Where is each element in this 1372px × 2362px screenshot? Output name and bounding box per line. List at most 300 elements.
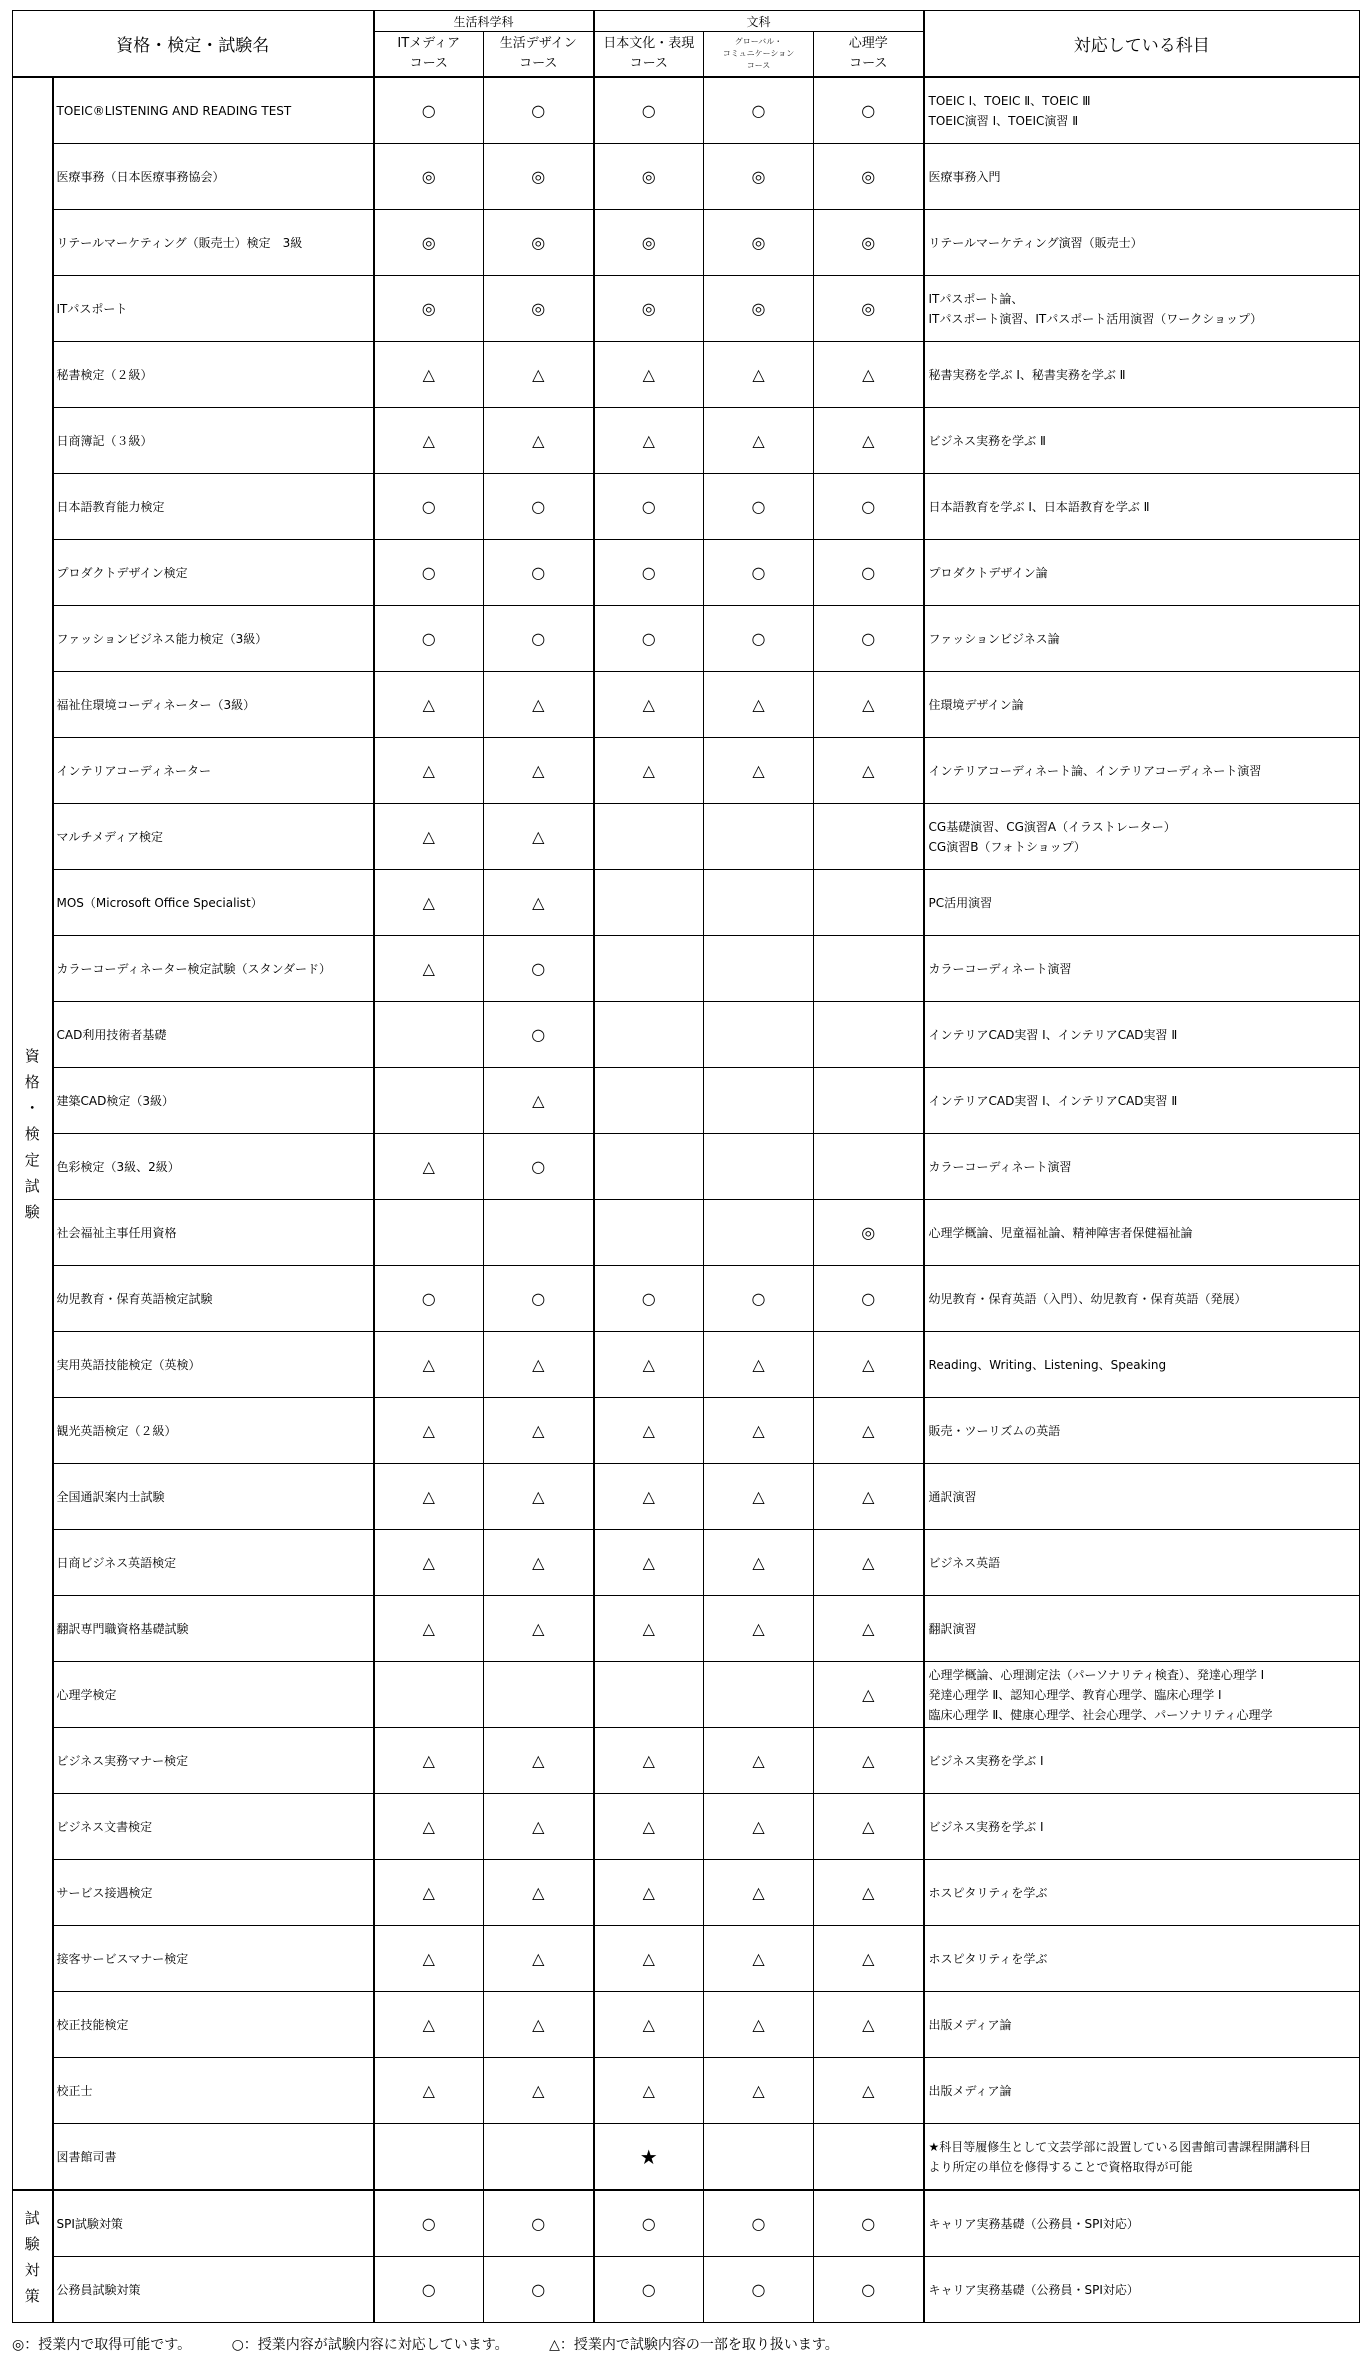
subject-line: 通訳演習 [928,1489,977,1504]
mark-cell: △ [484,1398,594,1464]
mark-cell: △ [704,1596,814,1662]
mark-cell: ○ [374,2190,484,2257]
subject-line: インテリアCAD実習 Ⅰ、インテリアCAD実習 Ⅱ [928,1093,1178,1108]
mark-cell: △ [374,738,484,804]
table-row [13,144,1360,210]
subject-cell [924,1662,1360,1728]
table-row [13,1068,1360,1134]
mark-cell: △ [374,1794,484,1860]
course-header-line: コース [849,56,888,71]
mark-cell: ◎ [814,144,924,210]
subject-line: 日本語教育を学ぶ Ⅰ、日本語教育を学ぶ Ⅱ [928,499,1150,514]
mark-cell: △ [704,1860,814,1926]
table-row [13,77,1360,144]
mark-cell: △ [484,408,594,474]
mark-cell: ○ [484,936,594,1002]
subject-line: リテールマーケティング演習（販売士） [928,235,1143,250]
subject-cell [924,1596,1360,1662]
mark-cell: △ [484,672,594,738]
category-exam-prep [13,2190,53,2323]
qualification-name: マルチメディア検定 [53,804,374,870]
mark-cell [704,870,814,936]
mark-cell: ◎ [814,1200,924,1266]
mark-cell: ○ [484,2190,594,2257]
subject-line: ホスピタリティを学ぶ [928,1951,1048,1966]
mark-cell: ◎ [594,144,704,210]
qualification-name: 校正技能検定 [53,1992,374,2058]
subject-line: 医療事務入門 [928,169,1001,184]
mark-cell: ★ [594,2124,704,2191]
mark-cell: △ [594,1530,704,1596]
qualification-name: 観光英語検定（２級） [53,1398,374,1464]
mark-cell: △ [594,1926,704,1992]
subject-line: PC活用演習 [928,895,993,910]
subject-line: ITパスポート論、 [928,291,1024,306]
mark-cell: ○ [594,540,704,606]
qualification-name: プロダクトデザイン検定 [53,540,374,606]
mark-cell: △ [704,1530,814,1596]
category-char: 験 [24,2234,40,2253]
mark-cell: ○ [704,2190,814,2257]
category-char: 検 [24,1124,40,1143]
mark-cell: ○ [374,2257,484,2323]
subject-cell [924,540,1360,606]
qualification-name: TOEIC®LISTENING AND READING TEST [53,77,374,144]
mark-cell: ◎ [484,210,594,276]
qualification-name: リテールマーケティング（販売士）検定 3級 [53,210,374,276]
subject-cell [924,606,1360,672]
legend [12,2334,875,2354]
mark-cell: △ [594,408,704,474]
table-row [13,1464,1360,1530]
subject-line: ★科目等履修生として文芸学部に設置している図書館司書課程開講科目 [928,2139,1312,2154]
mark-cell: △ [704,408,814,474]
mark-cell: ○ [814,2190,924,2257]
course-header-line: 生活デザイン [499,36,577,51]
mark-cell: ○ [704,2257,814,2323]
subject-cell [924,1530,1360,1596]
subject-cell [924,738,1360,804]
subject-line: カラーコーディネート演習 [928,1159,1072,1174]
qualification-name: 色彩検定（3級、2級） [53,1134,374,1200]
mark-cell: △ [484,1992,594,2058]
mark-cell: △ [374,1332,484,1398]
mark-cell: △ [704,342,814,408]
qualification-name: 接客サービスマナー検定 [53,1926,374,1992]
mark-cell: ○ [594,2190,704,2257]
table-row [13,672,1360,738]
subject-line: Reading、Writing、Listening、Speaking [928,1357,1167,1372]
legend-triangle: △：授業内で試験内容の一部を取り扱います。 [549,2337,839,2353]
mark-cell: △ [814,1530,924,1596]
mark-cell: △ [594,1596,704,1662]
qualification-name: ビジネス実務マナー検定 [53,1728,374,1794]
mark-cell: ○ [484,1002,594,1068]
category-char: 試 [24,2208,40,2227]
mark-cell: △ [594,342,704,408]
table-row [13,2190,1360,2257]
table-row [13,210,1360,276]
mark-cell: △ [704,1728,814,1794]
qualification-name: 全国通訳案内士試験 [53,1464,374,1530]
subject-line: ITパスポート演習、ITパスポート活用演習（ワークショップ） [928,311,1263,326]
mark-cell: △ [594,1860,704,1926]
mark-cell: ○ [814,540,924,606]
mark-cell: ○ [484,77,594,144]
mark-cell [814,1134,924,1200]
subject-line: 心理学概論、心理測定法（パーソナリティ検査）、発達心理学 Ⅰ [928,1667,1265,1682]
group-header-literature: 文科 [594,11,924,32]
qualification-table [12,10,1360,2323]
group-header-life-science: 生活科学科 [374,11,594,32]
qualification-name: 福祉住環境コーディネーター（3級） [53,672,374,738]
mark-cell: △ [374,804,484,870]
mark-cell: △ [594,2058,704,2124]
table-row [13,2124,1360,2191]
table-row [13,1662,1360,1728]
qualification-name: インテリアコーディネーター [53,738,374,804]
mark-cell: ○ [374,77,484,144]
table-row [13,1332,1360,1398]
table-row [13,870,1360,936]
mark-cell [704,804,814,870]
mark-cell: ○ [594,2257,704,2323]
mark-cell: △ [704,2058,814,2124]
table-row [13,1596,1360,1662]
subject-cell [924,804,1360,870]
mark-cell: ◎ [704,144,814,210]
subject-line: ビジネス実務を学ぶ Ⅰ [928,1753,1044,1768]
mark-cell: △ [374,936,484,1002]
qualification-name: MOS（Microsoft Office Specialist） [53,870,374,936]
table-row [13,1926,1360,1992]
qualification-name: 日商簿記（３級） [53,408,374,474]
subject-line: より所定の単位を修得することで資格取得が可能 [928,2159,1193,2174]
table-row [13,1134,1360,1200]
mark-cell: △ [704,1464,814,1530]
qualification-name: CAD利用技術者基礎 [53,1002,374,1068]
subject-cell [924,1464,1360,1530]
category-char: 資 [24,1046,40,1065]
category-char: 策 [24,2286,40,2305]
subject-line: キャリア実務基礎（公務員・SPI対応） [928,2216,1139,2231]
qualification-name: 幼児教育・保育英語検定試験 [53,1266,374,1332]
mark-cell [374,2124,484,2191]
legend-double-circle: ◎：授業内で取得可能です。 [12,2337,192,2353]
subject-cell [924,870,1360,936]
subject-line: プロダクトデザイン論 [928,565,1048,580]
subject-line: 住環境デザイン論 [928,697,1024,712]
mark-cell [814,804,924,870]
mark-cell [704,2124,814,2191]
mark-cell: △ [704,1992,814,2058]
mark-cell: △ [814,1794,924,1860]
mark-cell: △ [484,342,594,408]
subject-line: 幼児教育・保育英語（入門）、幼児教育・保育英語（発展） [928,1291,1247,1306]
qualification-name: 建築CAD検定（3級） [53,1068,374,1134]
course-header-line: コース [629,56,668,71]
category-char: 験 [24,1202,40,1221]
table-row [13,804,1360,870]
mark-cell: △ [704,1398,814,1464]
mark-cell: △ [484,1596,594,1662]
table-row [13,738,1360,804]
table-row [13,1992,1360,2058]
mark-cell: ◎ [484,276,594,342]
subject-line: 翻訳演習 [928,1621,977,1636]
course-header-line: グローバル・ [734,37,783,46]
mark-cell: ◎ [594,210,704,276]
subject-line: ファッションビジネス論 [928,631,1060,646]
subject-line: ビジネス実務を学ぶ Ⅰ [928,1819,1044,1834]
name-column-header: 資格・検定・試験名 [13,11,374,78]
course-header-line: コース [409,56,448,71]
mark-cell: ◎ [814,210,924,276]
mark-cell: ○ [484,2257,594,2323]
mark-cell: △ [594,672,704,738]
mark-cell [594,1200,704,1266]
mark-cell: ○ [484,1266,594,1332]
mark-cell [704,1662,814,1728]
mark-cell: △ [594,1398,704,1464]
table-row [13,1002,1360,1068]
qualification-name: ITパスポート [53,276,374,342]
subject-cell [924,276,1360,342]
subject-cell [924,1926,1360,1992]
mark-cell [704,1134,814,1200]
subject-cell [924,408,1360,474]
table-row [13,1530,1360,1596]
mark-cell: △ [374,1134,484,1200]
mark-cell: △ [594,1332,704,1398]
mark-cell: △ [374,1860,484,1926]
subject-cell [924,1992,1360,2058]
subject-line: ビジネス英語 [928,1555,1001,1570]
mark-cell: ○ [484,606,594,672]
subject-line: ビジネス実務を学ぶ Ⅱ [928,433,1046,448]
mark-cell: △ [484,1926,594,1992]
category-char: 対 [24,2260,40,2279]
subject-cell [924,672,1360,738]
qualification-name: カラーコーディネーター検定試験（スタンダード） [53,936,374,1002]
qualification-name: 社会福祉主事任用資格 [53,1200,374,1266]
mark-cell [594,1068,704,1134]
table-row [13,408,1360,474]
mark-cell: △ [484,1068,594,1134]
mark-cell: ◎ [704,210,814,276]
table-row [13,474,1360,540]
mark-cell: ◎ [374,210,484,276]
mark-cell: ○ [704,77,814,144]
subject-cell [924,1794,1360,1860]
table-row [13,1794,1360,1860]
table-row [13,1266,1360,1332]
mark-cell: ○ [704,1266,814,1332]
mark-cell: △ [374,672,484,738]
subject-cell [924,210,1360,276]
mark-cell: ○ [484,474,594,540]
mark-cell: ○ [704,474,814,540]
mark-cell: △ [484,1464,594,1530]
course-header-line: コース [519,56,558,71]
mark-cell: △ [374,1728,484,1794]
subject-line: キャリア実務基礎（公務員・SPI対応） [928,2282,1139,2297]
subjects-column-header: 対応している科目 [924,11,1360,78]
mark-cell [374,1200,484,1266]
subject-cell [924,936,1360,1002]
mark-cell [814,936,924,1002]
subject-line: カラーコーディネート演習 [928,961,1072,976]
subject-cell [924,1068,1360,1134]
mark-cell: ◎ [594,276,704,342]
mark-cell: ○ [374,606,484,672]
mark-cell: △ [704,672,814,738]
mark-cell: △ [814,1332,924,1398]
mark-cell [594,936,704,1002]
mark-cell: ○ [594,77,704,144]
subject-line: 心理学概論、児童福祉論、精神障害者保健福祉論 [928,1225,1193,1240]
mark-cell: △ [814,1926,924,1992]
mark-cell: △ [374,1530,484,1596]
mark-cell [484,2124,594,2191]
mark-cell: △ [594,1794,704,1860]
subject-cell [924,2124,1360,2191]
mark-cell: △ [594,738,704,804]
mark-cell [594,870,704,936]
mark-cell: △ [704,738,814,804]
subject-line: 秘書実務を学ぶ Ⅰ、秘書実務を学ぶ Ⅱ [928,367,1126,382]
mark-cell: △ [374,342,484,408]
subject-line: CG演習B（フォトショップ） [928,839,1086,854]
subject-cell [924,1002,1360,1068]
mark-cell [594,804,704,870]
mark-cell: △ [374,1926,484,1992]
subject-cell [924,342,1360,408]
subject-line: 出版メディア論 [928,2017,1012,2032]
qualification-name: SPI試験対策 [53,2190,374,2257]
table-row [13,606,1360,672]
course-header-line: 心理学 [848,36,888,51]
subject-cell [924,474,1360,540]
mark-cell: △ [484,1332,594,1398]
subject-cell [924,1860,1360,1926]
mark-cell: △ [484,1794,594,1860]
subject-cell [924,1398,1360,1464]
mark-cell: △ [484,738,594,804]
subject-line: 販売・ツーリズムの英語 [928,1423,1061,1438]
mark-cell: △ [814,408,924,474]
course-header-line: コミュニケーション [722,49,795,58]
mark-cell [704,1068,814,1134]
course-header [374,32,484,78]
subject-line: TOEIC演習 Ⅰ、TOEIC演習 Ⅱ [928,113,1079,128]
subject-line: 出版メディア論 [928,2083,1012,2098]
mark-cell: ○ [374,540,484,606]
mark-cell: △ [484,2058,594,2124]
mark-cell: △ [484,1530,594,1596]
qualification-name: 翻訳専門職資格基礎試験 [53,1596,374,1662]
mark-cell: ○ [594,474,704,540]
mark-cell: △ [374,1992,484,2058]
table-row [13,2058,1360,2124]
mark-cell: ○ [814,2257,924,2323]
mark-cell: ○ [594,1266,704,1332]
mark-cell [594,1662,704,1728]
subject-cell [924,1200,1360,1266]
subject-cell [924,1332,1360,1398]
mark-cell: ◎ [704,276,814,342]
category-char: ・ [24,1098,40,1117]
mark-cell: ○ [814,606,924,672]
mark-cell: △ [374,408,484,474]
qualification-name: 公務員試験対策 [53,2257,374,2323]
qualification-name: 秘書検定（２級） [53,342,374,408]
qualification-name: 心理学検定 [53,1662,374,1728]
mark-cell [374,1002,484,1068]
mark-cell [374,1068,484,1134]
mark-cell: △ [814,1662,924,1728]
mark-cell: △ [374,1398,484,1464]
mark-cell: △ [374,870,484,936]
mark-cell [484,1200,594,1266]
mark-cell [374,1662,484,1728]
table-row [13,1728,1360,1794]
qualification-name: サービス接遇検定 [53,1860,374,1926]
mark-cell: △ [814,1464,924,1530]
mark-cell [594,1002,704,1068]
mark-cell: △ [814,2058,924,2124]
category-char: 定 [24,1150,40,1169]
subject-line: インテリアCAD実習 Ⅰ、インテリアCAD実習 Ⅱ [928,1027,1178,1042]
subject-line: CG基礎演習、CG演習A（イラストレーター） [928,819,1176,834]
qualification-name: 日本語教育能力検定 [53,474,374,540]
mark-cell: △ [704,1794,814,1860]
mark-cell: △ [704,1926,814,1992]
mark-cell: △ [484,1728,594,1794]
mark-cell: ○ [704,606,814,672]
mark-cell [814,1002,924,1068]
course-header [484,32,594,78]
table-row [13,1200,1360,1266]
mark-cell: △ [594,1728,704,1794]
mark-cell: ○ [484,1134,594,1200]
mark-cell: △ [374,2058,484,2124]
qualification-name: 実用英語技能検定（英検） [53,1332,374,1398]
mark-cell [704,1002,814,1068]
mark-cell [594,1134,704,1200]
table-row [13,936,1360,1002]
mark-cell: △ [814,738,924,804]
mark-cell: △ [374,1464,484,1530]
mark-cell: ○ [814,474,924,540]
subject-line: 臨床心理学 Ⅱ、健康心理学、社会心理学、パーソナリティ心理学 [928,1707,1273,1722]
qualification-name: 医療事務（日本医療事務協会） [53,144,374,210]
mark-cell: △ [594,1992,704,2058]
mark-cell: △ [484,870,594,936]
subject-cell [924,77,1360,144]
mark-cell [704,936,814,1002]
subject-line: ホスピタリティを学ぶ [928,1885,1048,1900]
table-row [13,540,1360,606]
mark-cell: △ [814,672,924,738]
mark-cell [484,1662,594,1728]
mark-cell: ○ [814,77,924,144]
mark-cell: ○ [814,1266,924,1332]
subject-cell [924,2058,1360,2124]
mark-cell: ○ [484,540,594,606]
mark-cell: △ [814,1596,924,1662]
mark-cell: ◎ [374,144,484,210]
